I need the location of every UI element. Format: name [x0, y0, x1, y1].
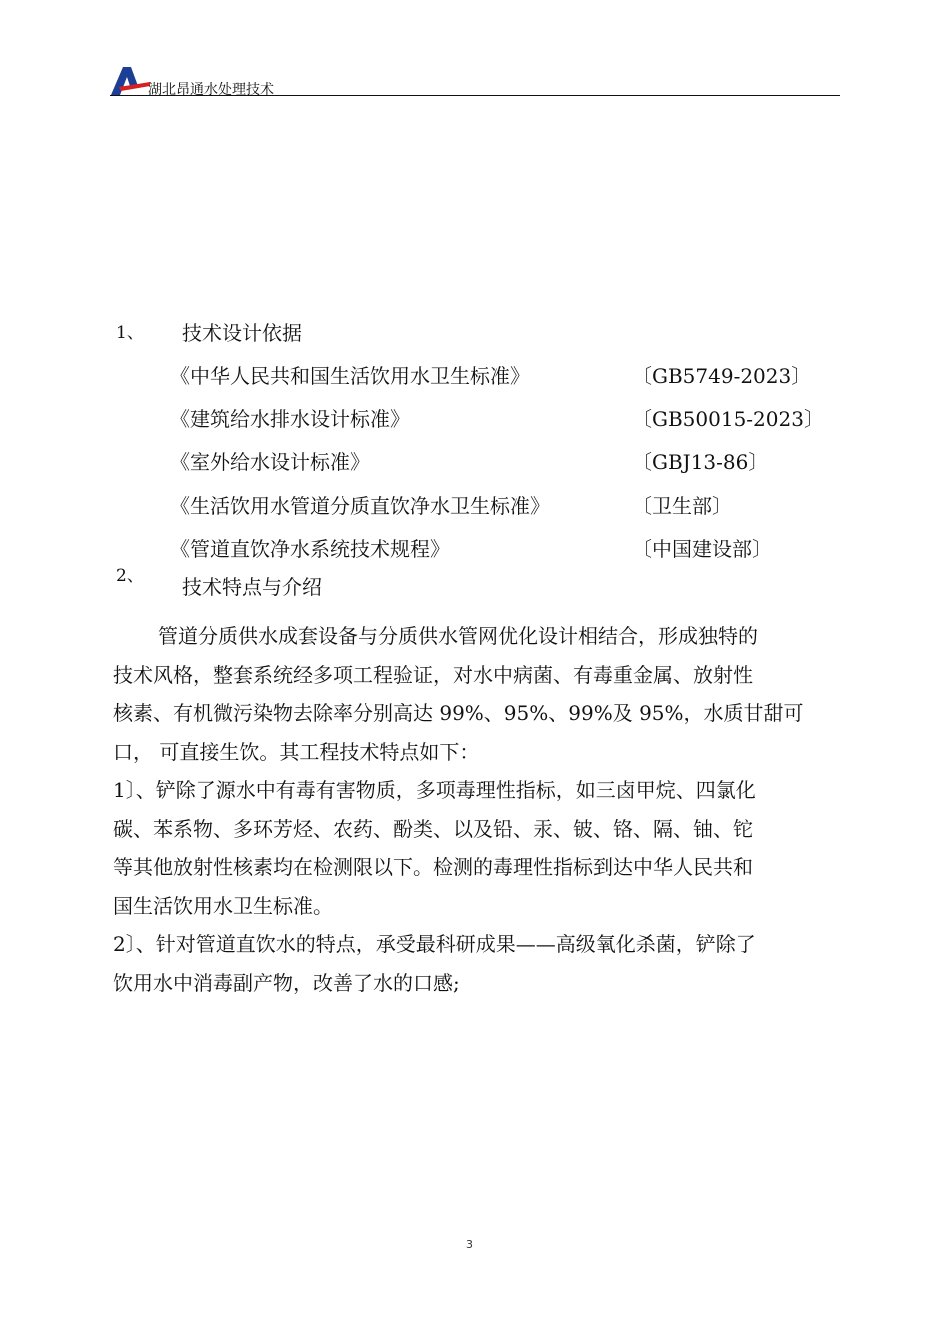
paragraph-line: 饮用水中消毒副产物，改善了水的口感;	[113, 970, 460, 995]
section-1-number: 1、	[116, 323, 144, 343]
header-rule	[110, 95, 840, 96]
paragraph-line: 2〕、针对管道直饮水的特点，承受最科研成果——高级氧化杀菌，铲除了	[113, 932, 756, 956]
standard-code: 〔中国建设部〕	[632, 537, 772, 561]
standard-name: 《生活饮用水管道分质直饮净水卫生标准》	[170, 494, 550, 518]
header-company-name: 湖北昂通水处理技术	[148, 82, 274, 98]
standard-name: 《中华人民共和国生活饮用水卫生标准》	[170, 364, 530, 388]
section-2-body	[113, 617, 853, 1002]
paragraph-line: 技术风格，整套系统经多项工程验证，对水中病菌、有毒重金属、放射性	[113, 662, 753, 687]
paragraph-line: 国生活饮用水卫生标准。	[113, 893, 333, 918]
paragraph-line: 等其他放射性核素均在检测限以下。检测的毒理性指标到达中华人民共和	[113, 855, 753, 879]
paragraph-line: 管道分质供水成套设备与分质供水管网优化设计相结合，形成独特的	[158, 624, 758, 648]
standard-code: 〔GB50015-2023〕	[632, 407, 824, 431]
paragraph-line: 口， 可直接生饮。其工程技术特点如下：	[113, 739, 480, 764]
standard-name: 《建筑给水排水设计标准》	[170, 407, 410, 431]
standard-name: 《室外给水设计标准》	[170, 450, 370, 474]
paragraph-line: 1〕、铲除了源水中有毒有害物质，多项毒理性指标，如三卤甲烷、四氯化	[113, 778, 756, 802]
paragraph-line: 碳、苯系物、多环芳烃、农药、酚类、以及铅、汞、铍、铬、隔、铀、铊	[113, 816, 753, 841]
company-logo	[110, 66, 150, 96]
section-1-title: 技术设计依据	[182, 321, 302, 345]
section-2-number: 2、	[116, 566, 144, 586]
standard-code: 〔卫生部〕	[632, 494, 732, 518]
page-number: 3	[466, 1238, 473, 1251]
standard-code: 〔GBJ13-86〕	[632, 450, 769, 474]
standard-name: 《管道直饮净水系统技术规程》	[170, 537, 450, 561]
page-header	[110, 66, 840, 98]
standard-code: 〔GB5749-2023〕	[632, 364, 812, 388]
section-2-title: 技术特点与介绍	[182, 575, 322, 599]
paragraph-line: 核素、有机微污染物去除率分别高达 99%、95%、99%及 95%，水质甘甜可	[113, 701, 804, 725]
